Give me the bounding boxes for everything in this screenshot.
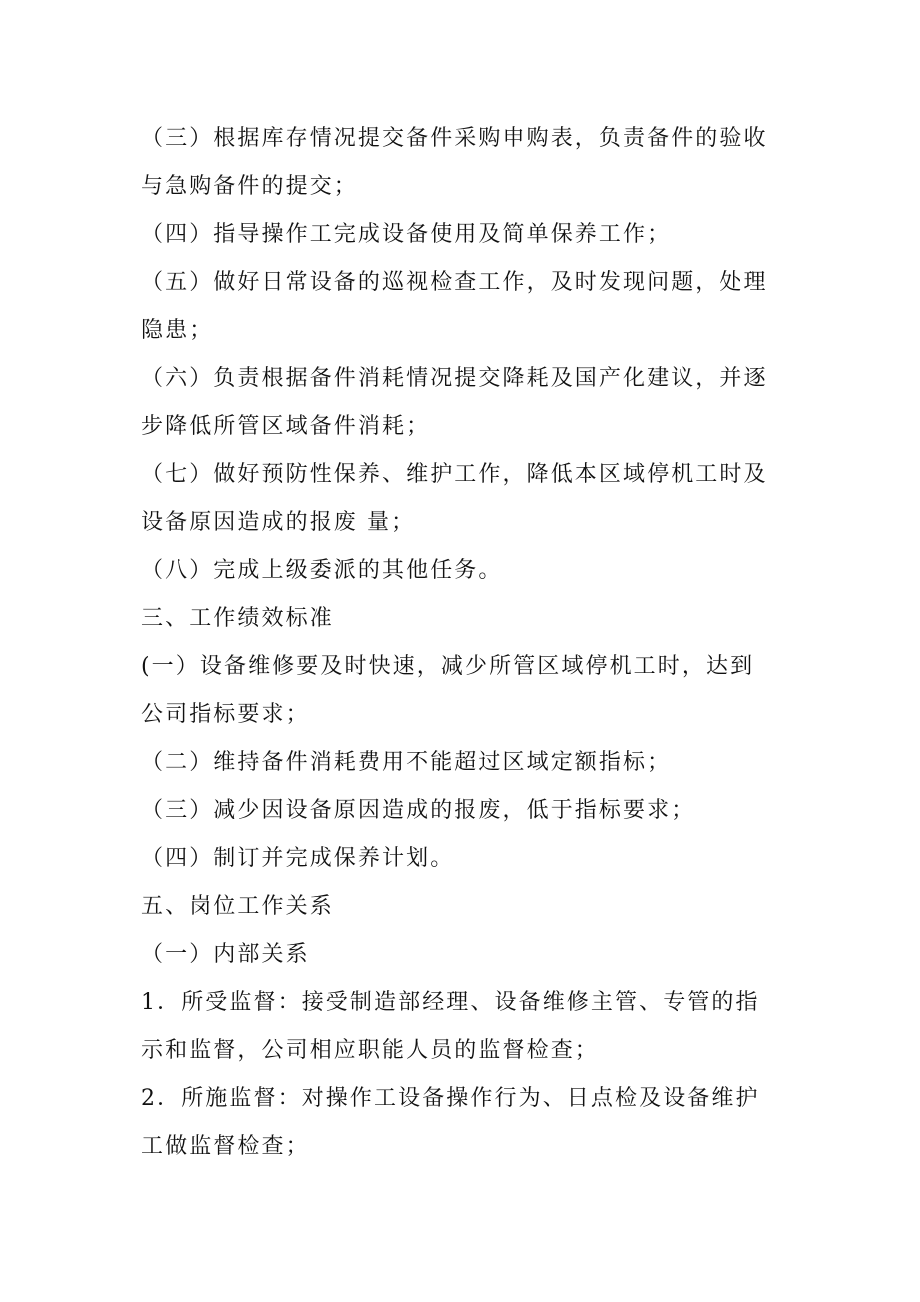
paragraph-line: （四）制订并完成保养计划。 bbox=[141, 846, 455, 871]
paragraph-line: 公司指标要求； bbox=[141, 702, 310, 727]
paragraph-line: 设备原因造成的报废 量； bbox=[141, 510, 416, 535]
paragraph-line: 1．所受监督：接受制造部经理、设备维修主管、专管的指 bbox=[141, 990, 760, 1015]
paragraph-line: 隐患； bbox=[141, 318, 214, 343]
paragraph-line: (一）设备维修要及时快速，减少所管区域停机工时，达到 bbox=[141, 654, 755, 679]
paragraph-line: 工做监督检查； bbox=[141, 1134, 310, 1159]
paragraph-line: （二）维持备件消耗费用不能超过区域定额指标； bbox=[141, 750, 672, 775]
paragraph-line: （五）做好日常设备的巡视检查工作，及时发现问题，处理 bbox=[141, 270, 768, 295]
paragraph-line: 示和监督，公司相应职能人员的监督检查； bbox=[141, 1038, 599, 1063]
section-heading: 五、岗位工作关系 bbox=[141, 894, 334, 919]
section-heading: 三、工作绩效标准 bbox=[141, 606, 334, 631]
paragraph-line: （四）指导操作工完成设备使用及简单保养工作； bbox=[141, 222, 672, 247]
paragraph-line: 2．所施监督：对操作工设备操作行为、日点检及设备维护 bbox=[141, 1086, 760, 1111]
subsection-heading: （一）内部关系 bbox=[141, 942, 310, 967]
paragraph-line: （三）根据库存情况提交备件采购申购表，负责备件的验收 bbox=[141, 126, 768, 151]
paragraph-line: （三）减少因设备原因造成的报废，低于指标要求； bbox=[141, 798, 696, 823]
paragraph-line: （七）做好预防性保养、维护工作，降低本区域停机工时及 bbox=[141, 462, 768, 487]
paragraph-line: 与急购备件的提交； bbox=[141, 174, 358, 199]
paragraph-line: （六）负责根据备件消耗情况提交降耗及国产化建议，并逐 bbox=[141, 366, 768, 391]
document-body bbox=[141, 115, 791, 1171]
paragraph-line: 步降低所管区域备件消耗； bbox=[141, 414, 431, 439]
paragraph-line: （八）完成上级委派的其他任务。 bbox=[141, 558, 503, 583]
